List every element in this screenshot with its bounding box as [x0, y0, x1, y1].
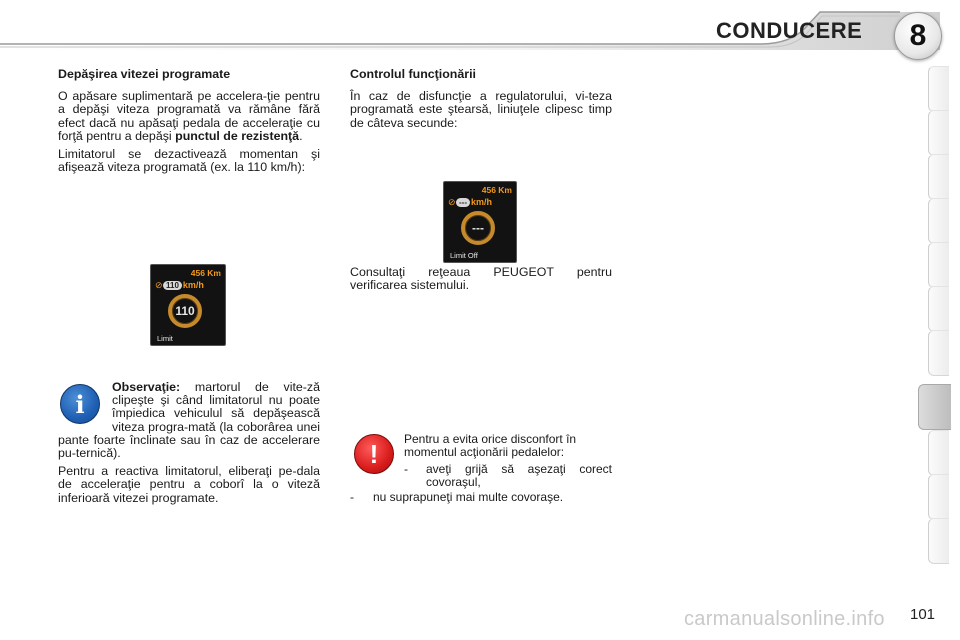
info-label: Observaţie: [112, 380, 181, 394]
odometer-reading: 456 Km [481, 185, 512, 195]
speed-value: --- [456, 198, 470, 207]
display-label: Limit [157, 334, 173, 343]
warning-icon: ! [354, 434, 394, 474]
chapter-tabs [928, 66, 950, 576]
list-text: nu suprapuneţi mai multe covoraşe. [373, 490, 564, 504]
list-text: aveţi grijă să aşezaţi corect covoraşul, [426, 462, 612, 489]
chapter-tab[interactable] [928, 110, 949, 156]
speed-limiter-display-off [443, 181, 517, 263]
section-heading: Depăşirea vitezei programate [58, 67, 231, 81]
chapter-title: CONDUCERE [716, 18, 863, 43]
paragraph [58, 90, 320, 143]
paragraph: Consultaţi reţeaua PEUGEOT pentru verificarea sistemului. [350, 264, 612, 293]
watermark: carmanualsonline.info [684, 608, 885, 630]
paragraph-end: . [299, 128, 303, 143]
chapter-tab[interactable] [928, 154, 949, 200]
warning-intro: Pentru a evita orice disconfort în momentul acţionării pedalelor: [404, 432, 577, 459]
limiter-icon: ⊘ [448, 197, 456, 207]
chapter-tab[interactable] [928, 330, 949, 376]
bold-term: punctul de rezistenţă [175, 128, 300, 143]
warning-note [404, 433, 612, 493]
speed-value: 110 [163, 281, 182, 290]
info-note [58, 381, 320, 510]
paragraph-text: O apăsare suplimentară pe accelera-ţie pentru a depăşi viteza programată va rămâne fără efect dacă nu apăsaţi pedala de acceleraţie cu forţă pentru a depăşi [58, 89, 320, 143]
chapter-tab[interactable] [928, 518, 949, 564]
chapter-tab[interactable] [928, 66, 949, 112]
info-icon: i [60, 384, 100, 424]
limiter-icon: ⊘ [155, 280, 163, 290]
chapter-badge [894, 12, 942, 60]
chapter-tab[interactable] [928, 430, 949, 476]
section-heading: Controlul funcţionării [350, 67, 476, 81]
paragraph: Limitatorul se dezactivează momentan şi afişează viteza programată (ex. la 110 km/h): [58, 147, 320, 175]
ring-value: --- [472, 221, 484, 235]
list-item [404, 463, 612, 489]
programmed-speed [446, 197, 492, 207]
chapter-tab[interactable] [928, 286, 949, 332]
odometer-reading: 456 Km [190, 268, 221, 278]
list-item [350, 491, 620, 504]
speed-ring [168, 294, 202, 328]
programmed-speed [153, 280, 204, 290]
ring-value: 110 [175, 304, 195, 318]
chapter-tab-active[interactable] [918, 384, 951, 430]
chapter-tab[interactable] [928, 242, 949, 288]
chapter-number: 8 [909, 19, 927, 52]
paragraph: În caz de disfuncţie a regulatorului, vi-teza programată este ştearsă, liniuţele clipesc timp de câteva secunde: [350, 89, 612, 130]
speed-unit: km/h [471, 197, 493, 207]
info-paragraph: Pentru a reactiva limitatorul, eliberaţi pe-dala de acceleraţie pentru a coborî la o viteză inferioară vitezei programate. [58, 464, 320, 505]
left-column [58, 68, 320, 179]
page-number: 101 [910, 606, 936, 623]
list-dash: - [404, 462, 408, 476]
speed-limiter-display [150, 264, 226, 346]
list-dash: - [350, 490, 354, 504]
page-header [0, 0, 960, 62]
display-label: Limit Off [450, 251, 478, 260]
chapter-tab[interactable] [928, 474, 949, 520]
speed-unit: km/h [182, 280, 204, 290]
info-text: martorul de vite-ză clipeşte şi când limitatorul nu poate împiedica vehiculul să depăşească viteza progra-mată (la coborârea unei pante foarte înclinate sau în caz de accelerare pu-ternică). [58, 380, 320, 461]
speed-ring [461, 211, 495, 245]
chapter-tab[interactable] [928, 198, 949, 244]
